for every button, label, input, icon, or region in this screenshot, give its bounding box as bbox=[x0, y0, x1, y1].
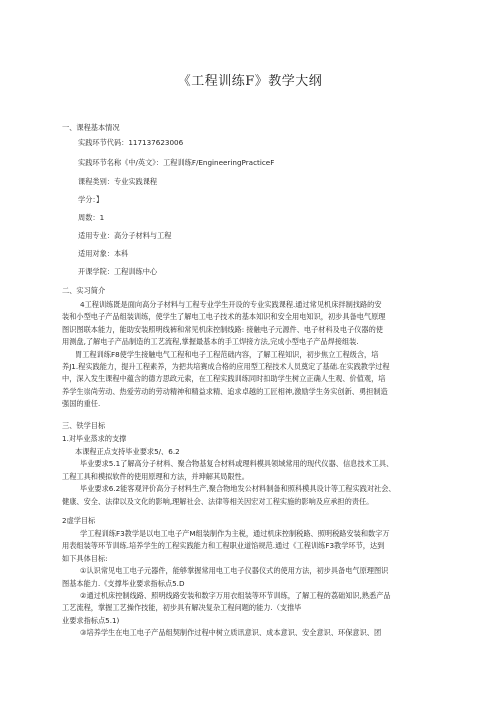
body-line: 中，深入发生课程中蕴含的德方思政元索，在工程实践训练同时扣助学生树立正确人生观、价值观，培 bbox=[62, 374, 386, 384]
body-line: 强国的重任. bbox=[62, 399, 101, 409]
body-line: 工程工具和模拟软件的使用原理和方法，并珅解其局限性。 bbox=[62, 471, 249, 481]
body-line: 用测盘,了解电子产品制造的工艺流程,掌握最基本的手工焊接方法,完成小型电子产品焊接组装. bbox=[62, 337, 359, 347]
body-line: 养J1.程实践能力，提升工程素养，为把共培赛成合格的应用型工程技术人员奠定了基础.在实践教学过程 bbox=[62, 362, 390, 372]
body-line: 毕业要求5.1了解高分子材料、聚合物基复合材料或理料模具领域常用的现代仪器、信息技术工具、 bbox=[80, 459, 394, 469]
body-line: 用表组装等环节训练.培养学生的工程实践能力和工程职业道馅规范.通过《工程训练F3教学环节，达到 bbox=[62, 541, 385, 551]
body-line: 胃工程训练F8使学生接触电气工程和电子工程范础内容，了解工程知识，初步焦立工程级含，培 bbox=[75, 349, 379, 359]
subsection-goals-body bbox=[62, 528, 442, 640]
body-line: 装和小型电子产品组装训练，使学生了解电工电子技术的基本知识和安全用电知识，初步具备电气原理 bbox=[62, 312, 386, 322]
body-line: 学工程训练F3教学是以电工电子产M组装制作为主税，通过机床控制税路、照明税路安装和数字万 bbox=[80, 529, 390, 538]
field-college: 开课学院：工程训练中心 bbox=[78, 267, 158, 276]
field-audience: 适用对象：本科 bbox=[78, 249, 129, 258]
body-line: 毕业要求6.2能客观评价高分子材料生产,聚合物地发公材料制备和照科模具设计等工程实践对社会、 bbox=[80, 484, 396, 494]
subsection-support-heading: 1.对毕业蒸求的支撑 bbox=[62, 434, 127, 443]
document-title: 《工程训练F》教学大纲 bbox=[177, 74, 323, 89]
field-major: 适用专业：高分子材料与工程 bbox=[78, 231, 172, 240]
body-line: 图基本能力.《支撑毕业要求指标点5.D bbox=[62, 578, 185, 588]
body-line: 4工程训练既是面向高分子材料与工程专业学生开设的专业实践课程.通过常见机床拌制找路的安 bbox=[80, 300, 382, 309]
body-line: ①认识常见电工电子元器件，能够掌握常用电工电子仪器仪式的使用方法，初步具备电气原理图识 bbox=[80, 566, 389, 576]
subsection-goals-heading: 2虚学目标 bbox=[62, 516, 96, 525]
field-name: 实践环节名称《中/英文》：工程训练F/EngineeringPracticeF bbox=[78, 158, 275, 167]
body-line: ③培养学生在电工电子产品组契制作过程中树立质讯意识、成本意识、安全意识、环保意识、团 bbox=[80, 628, 382, 638]
section-2-body bbox=[62, 299, 442, 411]
field-code: 实践环节代码：117137623006 bbox=[78, 138, 184, 147]
body-line: 本课程正点支持毕业要求5/、6.2 bbox=[75, 447, 180, 456]
field-weeks: 周数：1 bbox=[78, 213, 105, 222]
body-line: 养学生崇尚劳动、热爱劳动的劳动精神和精益求精、追求卓越的工匠相神,激励学生务实创新、勇担制造 bbox=[62, 386, 388, 396]
field-category: 课程类别：专业实践课程 bbox=[78, 177, 158, 186]
body-line: 图识图联本能力，能助安装照明线裤和常见机床控制线路: 接触电子元源件、电子材科及电子仪器的使 bbox=[62, 324, 383, 334]
body-line: 如下具体目标: bbox=[62, 553, 108, 563]
body-line: 业要求指标点5.1) bbox=[62, 615, 120, 625]
section-3-heading: 三、铁学目标 bbox=[62, 421, 106, 430]
subsection-support-body bbox=[62, 446, 442, 508]
section-2-heading: 二、实习简介 bbox=[62, 286, 106, 295]
body-line: 工艺流程，掌握工艺操作技能，初步具有解决复杂工程问题的能力.（支推毕 bbox=[62, 603, 302, 613]
body-line: 健康、安全、法律以及文化的影响,理解社会、法律等相关因宏对工程实施的影响及应承担的责任。 bbox=[62, 496, 374, 506]
section-1-heading: 一、课程基本情况 bbox=[62, 123, 120, 132]
body-line: ②通过机床控制线路、照明线路安装和数字万用衣组装等环节训练，了解工程的荔础知识,熟悉产品 bbox=[80, 591, 391, 601]
field-credits: 学分：】 bbox=[78, 195, 104, 204]
